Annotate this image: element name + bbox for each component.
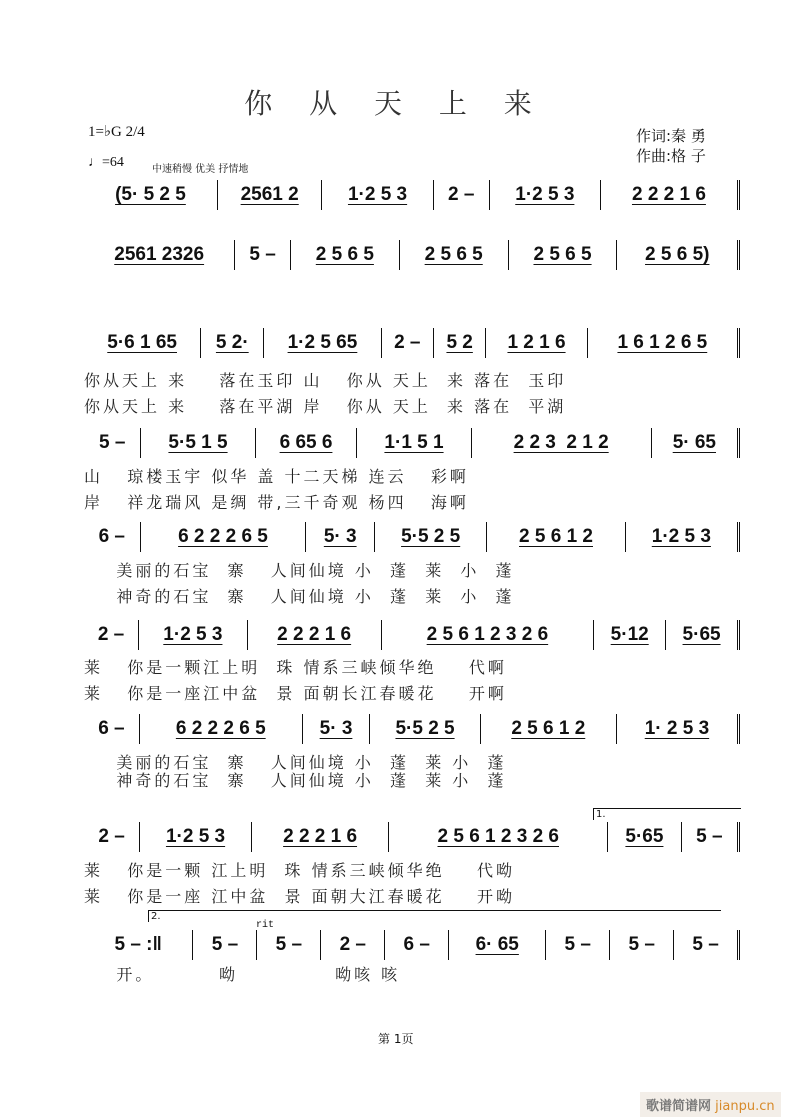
lyric-line: 神奇的石宝 寨 人间仙境 小 蓬 莱 小 蓬 — [84, 771, 507, 790]
measure: 2 5 6 5 — [509, 240, 618, 270]
measure: 6· 65 — [449, 930, 546, 960]
lyric-line: 岸 祥龙瑞风 是绸 带,三千奇观 杨四 海啊 — [84, 493, 469, 512]
staff-line — [84, 180, 740, 210]
measure: 2561 2326 — [84, 240, 235, 270]
measure: 6 – — [84, 714, 140, 744]
measure: 2 2 3 2 1 2 — [472, 428, 652, 458]
watermark-en: jianpu.cn — [715, 1099, 775, 1114]
measure: 5· 65 — [652, 428, 740, 458]
measure: 1·2 5 3 — [140, 822, 252, 852]
measure: 2 – — [382, 328, 434, 358]
staff-line — [84, 930, 740, 960]
measure: 5 – — [674, 930, 740, 960]
measure: 5 – :‖ — [84, 930, 193, 960]
measure: 5· 3 — [306, 522, 375, 552]
staff-line — [84, 428, 740, 458]
measure: 2 2 2 1 6 — [601, 180, 740, 210]
measure: 5·12 — [594, 620, 666, 650]
lyric-line: 神奇的石宝 寨 人间仙境 小 蓬 莱 小 蓬 — [84, 587, 515, 606]
measure: 2 5 6 1 2 3 2 6 — [389, 822, 608, 852]
measure: 1·2 5 3 — [139, 620, 248, 650]
measure: 2 5 6 1 2 — [487, 522, 625, 552]
ritardando-marking: rit — [256, 920, 275, 931]
measure: 6 – — [385, 930, 449, 960]
measure: 5 2· — [201, 328, 264, 358]
lyric-line: 莱 你是一颗江上明 珠 情系三峡倾华绝 代啊 — [84, 658, 507, 677]
measure: 5·65 — [666, 620, 740, 650]
measure: 2 2 2 1 6 — [248, 620, 382, 650]
measure: 1· 2 5 3 — [617, 714, 740, 744]
measure: 5 – — [257, 930, 321, 960]
measure: 6 – — [84, 522, 141, 552]
measure: 1·2 5 3 — [490, 180, 601, 210]
page-number: 第 1页 — [378, 1032, 414, 1046]
credits — [636, 126, 706, 166]
lyric-line: 美丽的石宝 寨 人间仙境 小 蓬 莱 小 蓬 — [84, 561, 515, 580]
lyricist: 作词:秦 勇 — [636, 127, 706, 145]
measure: 5·5 1 5 — [141, 428, 255, 458]
measure: 2 5 6 5 — [291, 240, 400, 270]
measure: 2 2 2 1 6 — [252, 822, 390, 852]
measure: 2 – — [84, 620, 139, 650]
staff-line — [84, 240, 740, 270]
measure: 5 2 — [434, 328, 486, 358]
measure: 2 5 6 5) — [617, 240, 740, 270]
measure: 5 – — [682, 822, 740, 852]
lyric-line: 莱 你是一颗 江上明 珠 情系三峡倾华绝 代呦 — [84, 861, 515, 880]
lyric-line: 你从天上 来 落在玉印 山 你从 天上 来 落在 玉印 — [84, 371, 567, 390]
measure: 2561 2 — [218, 180, 323, 210]
lyric-line: 山 琼楼玉宇 似华 盖 十二天梯 连云 彩啊 — [84, 467, 469, 486]
measure: 5 – — [235, 240, 291, 270]
measure: 5 – — [546, 930, 610, 960]
measure: 2 5 6 5 — [400, 240, 509, 270]
lyric-line: 开。 呦 呦咳 咳 — [84, 965, 401, 984]
lyric-line: 你从天上 来 落在平湖 岸 你从 天上 来 落在 平湖 — [84, 397, 567, 416]
measure: 1·2 5 3 — [626, 522, 740, 552]
expression-marking: 中速稍慢 优美 抒情地 — [152, 164, 249, 175]
song-title: 你 从 天 上 来 — [244, 87, 546, 120]
measure: 6 2 2 2 6 5 — [141, 522, 307, 552]
staff-line — [84, 620, 740, 650]
measure: 5 – — [193, 930, 257, 960]
measure: 1 2 1 6 — [486, 328, 587, 358]
key-signature: 1=♭G 2/4 — [88, 124, 145, 140]
staff-line — [84, 822, 740, 852]
measure: 1·2 5 65 — [264, 328, 381, 358]
volta-1: 1. — [593, 808, 741, 820]
tempo-marking: ♩=64 — [88, 155, 124, 170]
staff-line — [84, 714, 740, 744]
watermark-cn: 歌谱简谱网 — [646, 1099, 712, 1114]
measure: 5 – — [84, 428, 141, 458]
composer: 作曲:格 子 — [636, 147, 706, 165]
measure: 1 6 1 2 6 5 — [588, 328, 740, 358]
measure: 6 2 2 2 6 5 — [140, 714, 303, 744]
measure: 2 – — [84, 822, 140, 852]
lyric-line: 美丽的石宝 寨 人间仙境 小 蓬 莱 小 蓬 — [84, 753, 507, 772]
measure: 2 5 6 1 2 — [481, 714, 617, 744]
measure: 5·65 — [608, 822, 682, 852]
volta-2: 2. — [148, 910, 721, 922]
measure: (5· 5 2 5 — [84, 180, 218, 210]
measure: 2 – — [434, 180, 490, 210]
measure: 5 – — [610, 930, 674, 960]
measure: 5· 3 — [303, 714, 371, 744]
staff-line — [84, 522, 740, 552]
lyric-line: 莱 你是一座 江中盆 景 面朝大江春暖花 开呦 — [84, 887, 515, 906]
measure: 1·2 5 3 — [322, 180, 433, 210]
measure: 6 65 6 — [256, 428, 358, 458]
measure: 5·5 2 5 — [370, 714, 480, 744]
measure: 5·5 2 5 — [375, 522, 487, 552]
measure: 5·6 1 65 — [84, 328, 201, 358]
measure: 1·1 5 1 — [357, 428, 471, 458]
measure: 2 5 6 1 2 3 2 6 — [382, 620, 595, 650]
lyric-line: 莱 你是一座江中盆 景 面朝长江春暖花 开啊 — [84, 684, 507, 703]
watermark — [640, 1092, 781, 1117]
measure: 2 – — [321, 930, 385, 960]
staff-line — [84, 328, 740, 358]
